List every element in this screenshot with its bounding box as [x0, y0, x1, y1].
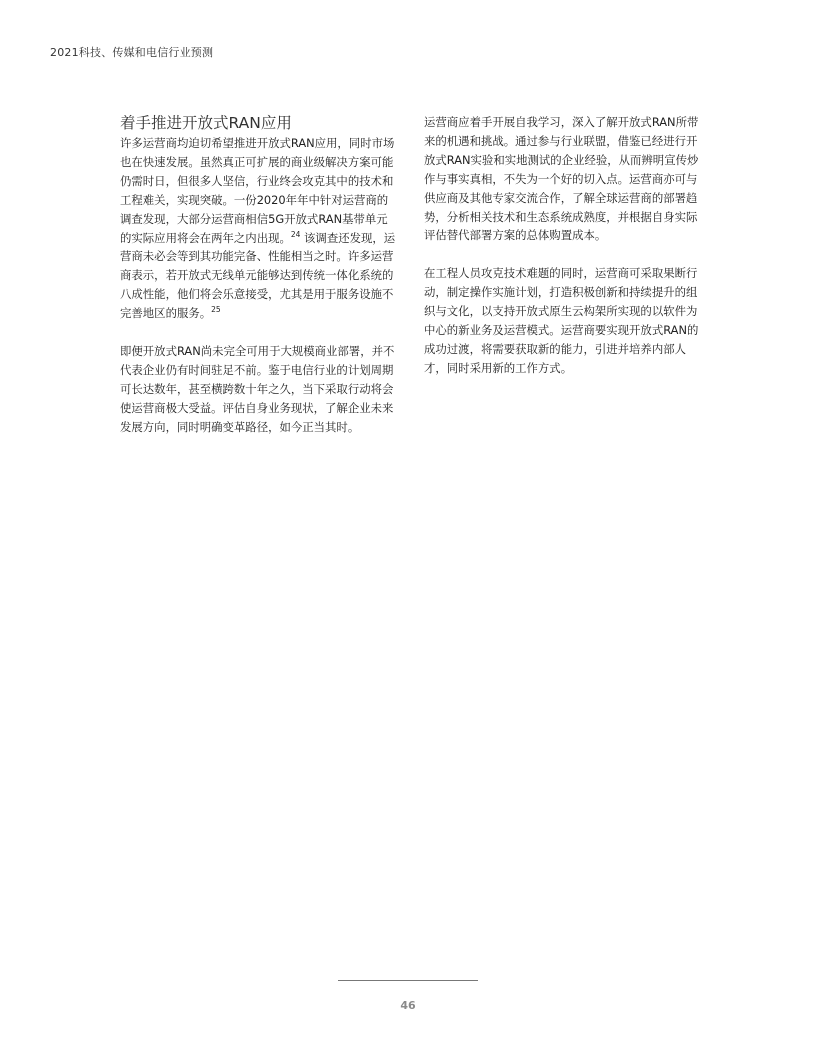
footnote-ref-24: 24 — [290, 229, 301, 239]
section-heading: 着手推进开放式RAN应用 — [120, 114, 292, 132]
right-paragraph-2: 在工程人员攻克技术难题的同时，运营商可采取果断行动，制定操作实施计划，打造积极创新和持续提升的组织与文化，以支持开放式原生云构架所实现的以软件为中心的新业务及运营模式。运营商要实现开放式RAN的成功过渡，将需要获取新的能力，引进并培养内部人才，同时采用新的工作方式。 — [424, 266, 699, 375]
footer-rule — [338, 980, 478, 981]
page-number: 46 — [400, 999, 416, 1012]
left-paragraph-2: 即便开放式RAN尚未完全可用于大规模商业部署，并不代表企业仍有时间驻足不前。鉴于电信行业的计划周期可长达数年，甚至横跨数十年之久，当下采取行动将会使运营商极大受益。评估自身业务现状，了解企业未来发展方向，同时明确变革路径，如今正当其时。 — [120, 344, 395, 434]
right-column — [424, 113, 704, 378]
running-header: 2021科技、传媒和电信行业预测 — [50, 46, 214, 59]
left-paragraph-1-text-b: 该调查还发现，运营商未必会等到其功能完备、性能相当之时。许多运营商表示，若开放式无线单元能够达到传统一体化系统的八成性能，他们将会乐意接受，尤其是用于服务设施不完善地区的服务。 — [120, 230, 396, 321]
left-paragraph-1 — [120, 134, 396, 323]
left-column — [120, 113, 396, 437]
right-paragraph-1: 运营商应着手开展自我学习，深入了解开放式RAN所带来的机遇和挑战。通过参与行业联盟，借鉴已经进行开放式RAN实验和实地测试的企业经验，从而辨明宣传炒作与事实真相，不失为一个好的切入点。运营商亦可与供应商及其他专家交流合作，了解全球运营商的部署趋势，分析相关技术和生态系统成熟度，并根据自身实际评估替代部署方案的总体购置成本。 — [424, 115, 699, 243]
footnote-ref-25: 25 — [211, 305, 221, 315]
left-paragraph-1-text-a: 许多运营商均迫切希望推进开放式RAN应用，同时市场也在快速发展。虽然真正可扩展的商业级解决方案可能仍需时日，但很多人坚信，行业终会攻克其中的技术和工程难关，实现突破。一份2020年年中针对运营商的调查发现，大部分运营商相信5G开放式RAN基带单元的实际应用将会在两年之内出现。 — [120, 136, 395, 245]
